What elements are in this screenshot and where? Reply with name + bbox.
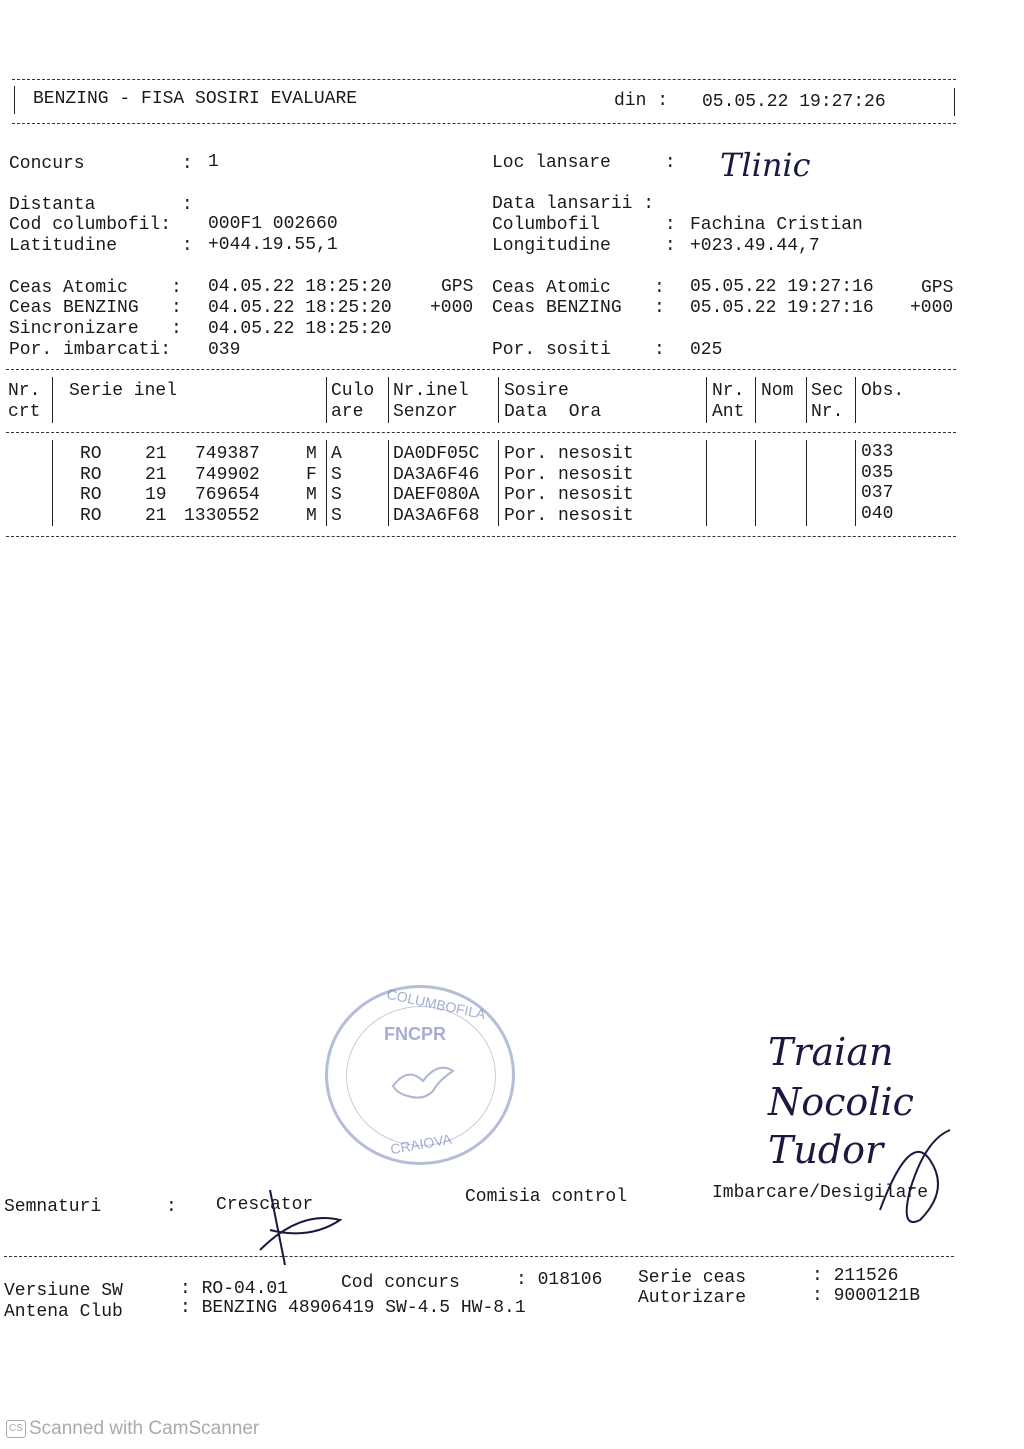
- signature-scribble-right: [870, 1120, 960, 1230]
- sincronizare-label: Sincronizare :: [9, 319, 182, 339]
- cell-sex: M: [306, 506, 317, 526]
- col-header-sec-2: Nr.: [811, 402, 844, 422]
- header-din-label: din :: [614, 91, 669, 111]
- handwritten-name-line-3: Tudor: [768, 1128, 884, 1172]
- loc-lansare-handwritten: Tlinic: [720, 146, 811, 184]
- col-header-nr-inel-2: Senzor: [393, 402, 458, 422]
- autorizare-value: : 9000121B: [812, 1286, 921, 1306]
- latitudine-label: Latitudine :: [9, 236, 193, 256]
- col-header-sosire-2: Data Ora: [504, 402, 602, 422]
- cell-sex: M: [306, 444, 317, 464]
- cell-senzor: DAEF080A: [393, 485, 480, 505]
- imbarcare-desigilare-label: Imbarcare/Desigilare: [712, 1183, 929, 1203]
- row-separator: [755, 440, 756, 526]
- col-header-serie-inel: Serie inel: [69, 381, 178, 401]
- header-left-border: [14, 86, 15, 114]
- cell-tara: RO: [80, 465, 102, 485]
- header-separator: [498, 377, 499, 423]
- longitudine-value: +023.49.44,7: [690, 236, 820, 256]
- header-separator: [855, 377, 856, 423]
- ceas-benzing-right-value: 05.05.22 19:27:16: [690, 298, 874, 318]
- row-separator: [706, 440, 707, 526]
- cell-tara: RO: [80, 485, 102, 505]
- cell-sosire: Por. nesosit: [504, 444, 634, 464]
- cell-sex: M: [306, 485, 317, 505]
- cell-obs: 035: [861, 463, 894, 483]
- cell-tara: RO: [80, 444, 102, 464]
- row-separator: [388, 440, 389, 526]
- header-separator: [706, 377, 707, 423]
- handwritten-name-line-1: Traian: [768, 1030, 894, 1074]
- longitudine-label: Longitudine :: [492, 236, 676, 256]
- header-separator: [755, 377, 756, 423]
- col-header-sec-1: Sec: [811, 381, 844, 401]
- club-stamp: [325, 985, 515, 1165]
- cell-culoare: S: [331, 506, 342, 526]
- ceas-benzing-left-value: 04.05.22 18:25:20: [208, 298, 392, 318]
- semnaturi-label: Semnaturi :: [4, 1197, 177, 1217]
- cell-tara: RO: [80, 506, 102, 526]
- row-separator: [855, 440, 856, 526]
- cell-senzor: DA3A6F46: [393, 465, 480, 485]
- col-header-culoare-2: are: [331, 402, 364, 422]
- cell-an: 19: [145, 485, 167, 505]
- report-title: BENZING - FISA SOSIRI EVALUARE: [33, 89, 358, 109]
- row-separator: [326, 440, 327, 526]
- handwritten-name-line-2: Nocolic: [768, 1080, 914, 1124]
- header-top-border: [12, 79, 956, 80]
- autorizare-label: Autorizare: [638, 1288, 747, 1308]
- col-header-nom: Nom: [761, 381, 794, 401]
- stamp-center-text: FNCPR: [384, 1024, 446, 1044]
- columbofil-label: Columbofil :: [492, 215, 676, 235]
- versiune-sw-label: Versiune SW: [4, 1281, 123, 1301]
- comisia-control-label: Comisia control: [465, 1187, 628, 1207]
- ceas-atomic-left-label: Ceas Atomic :: [9, 278, 182, 298]
- por-imbarcati-value: 039: [208, 340, 241, 360]
- cell-nr: 769654: [195, 485, 260, 505]
- cod-concurs-label: Cod concurs: [341, 1273, 460, 1293]
- row-separator: [806, 440, 807, 526]
- header-separator: [52, 377, 53, 423]
- ceas-benzing-left-label: Ceas BENZING :: [9, 298, 182, 318]
- cell-obs: 037: [861, 483, 894, 503]
- cell-an: 21: [145, 444, 167, 464]
- cell-an: 21: [145, 465, 167, 485]
- col-header-sosire-1: Sosire: [504, 381, 569, 401]
- cell-sosire: Por. nesosit: [504, 506, 634, 526]
- header-separator: [806, 377, 807, 423]
- header-datetime: 05.05.22 19:27:26: [702, 92, 886, 112]
- ceas-atomic-left-suffix: GPS: [441, 277, 474, 297]
- col-header-nr-ant-1: Nr.: [712, 381, 745, 401]
- concurs-label: Concurs :: [9, 154, 193, 174]
- cell-sosire: Por. nesosit: [504, 465, 634, 485]
- por-sositi-value: 025: [690, 340, 723, 360]
- cell-culoare: S: [331, 485, 342, 505]
- versiune-sw-value: : RO-04.01: [180, 1279, 289, 1299]
- col-header-obs: Obs.: [861, 381, 905, 401]
- loc-lansare-label: Loc lansare :: [492, 153, 676, 173]
- camscanner-icon: CS: [6, 1420, 26, 1438]
- table-bottom-border: [6, 536, 956, 537]
- por-imbarcati-label: Por. imbarcati:: [9, 340, 172, 360]
- cell-culoare: S: [331, 465, 342, 485]
- cell-sex: F: [306, 465, 317, 485]
- table-header-bottom-border: [6, 432, 956, 433]
- ceas-atomic-right-value: 05.05.22 19:27:16: [690, 277, 874, 297]
- ceas-benzing-left-suffix: +000: [430, 298, 474, 318]
- cod-columbofil-label: Cod columbofil:: [9, 215, 172, 235]
- cell-obs: 040: [861, 504, 894, 524]
- serie-ceas-value: : 211526: [812, 1266, 899, 1286]
- cell-culoare: A: [331, 444, 342, 464]
- stamp-bottom-text: CRAIOVA: [389, 1130, 453, 1158]
- cod-concurs-value: : 018106: [516, 1270, 603, 1290]
- header-right-border: [954, 88, 955, 116]
- data-lansarii-label: Data lansarii :: [492, 194, 655, 214]
- stamp-top-text: COLUMBOFILA: [385, 985, 487, 1023]
- table-top-border: [6, 369, 956, 370]
- cell-an: 21: [145, 506, 167, 526]
- cell-obs: 033: [861, 442, 894, 462]
- header-separator: [388, 377, 389, 423]
- header-separator: [326, 377, 327, 423]
- concurs-value: 1: [208, 152, 219, 172]
- header-bottom-border: [12, 123, 956, 124]
- cell-sosire: Por. nesosit: [504, 485, 634, 505]
- antena-club-label: Antena Club: [4, 1302, 123, 1322]
- camscanner-watermark: [6, 1418, 259, 1440]
- cell-nr: 1330552: [184, 506, 260, 526]
- row-separator: [52, 440, 53, 526]
- row-separator: [498, 440, 499, 526]
- ceas-atomic-right-label: Ceas Atomic :: [492, 278, 665, 298]
- distanta-label: Distanta :: [9, 195, 193, 215]
- cell-senzor: DA0DF05C: [393, 444, 480, 464]
- ceas-atomic-left-value: 04.05.22 18:25:20: [208, 277, 392, 297]
- cod-columbofil-value: 000F1 002660: [208, 214, 338, 234]
- col-header-nr-inel-1: Nr.inel: [393, 381, 469, 401]
- col-header-nr-ant-2: Ant: [712, 402, 745, 422]
- cell-nr: 749902: [195, 465, 260, 485]
- footer-top-border: [4, 1256, 954, 1257]
- col-header-nr-crt-1: Nr.: [8, 381, 41, 401]
- ceas-benzing-right-suffix: +000: [910, 298, 954, 318]
- antena-club-value: : BENZING 48906419 SW-4.5 HW-8.1: [180, 1298, 526, 1318]
- crescator-label: Crescator: [216, 1195, 314, 1215]
- por-sositi-label: Por. sositi :: [492, 340, 665, 360]
- columbofil-value: Fachina Cristian: [690, 215, 863, 235]
- ceas-benzing-right-label: Ceas BENZING :: [492, 298, 665, 318]
- cell-nr: 749387: [195, 444, 260, 464]
- sincronizare-value: 04.05.22 18:25:20: [208, 319, 392, 339]
- col-header-nr-crt-2: crt: [8, 402, 41, 422]
- stamp-bird-icon: [388, 1056, 458, 1106]
- camscanner-text: Scanned with CamScanner: [29, 1418, 260, 1439]
- serie-ceas-label: Serie ceas: [638, 1268, 747, 1288]
- latitudine-value: +044.19.55,1: [208, 235, 338, 255]
- col-header-culoare-1: Culo: [331, 381, 375, 401]
- ceas-atomic-right-suffix: GPS: [921, 278, 954, 298]
- cell-senzor: DA3A6F68: [393, 506, 480, 526]
